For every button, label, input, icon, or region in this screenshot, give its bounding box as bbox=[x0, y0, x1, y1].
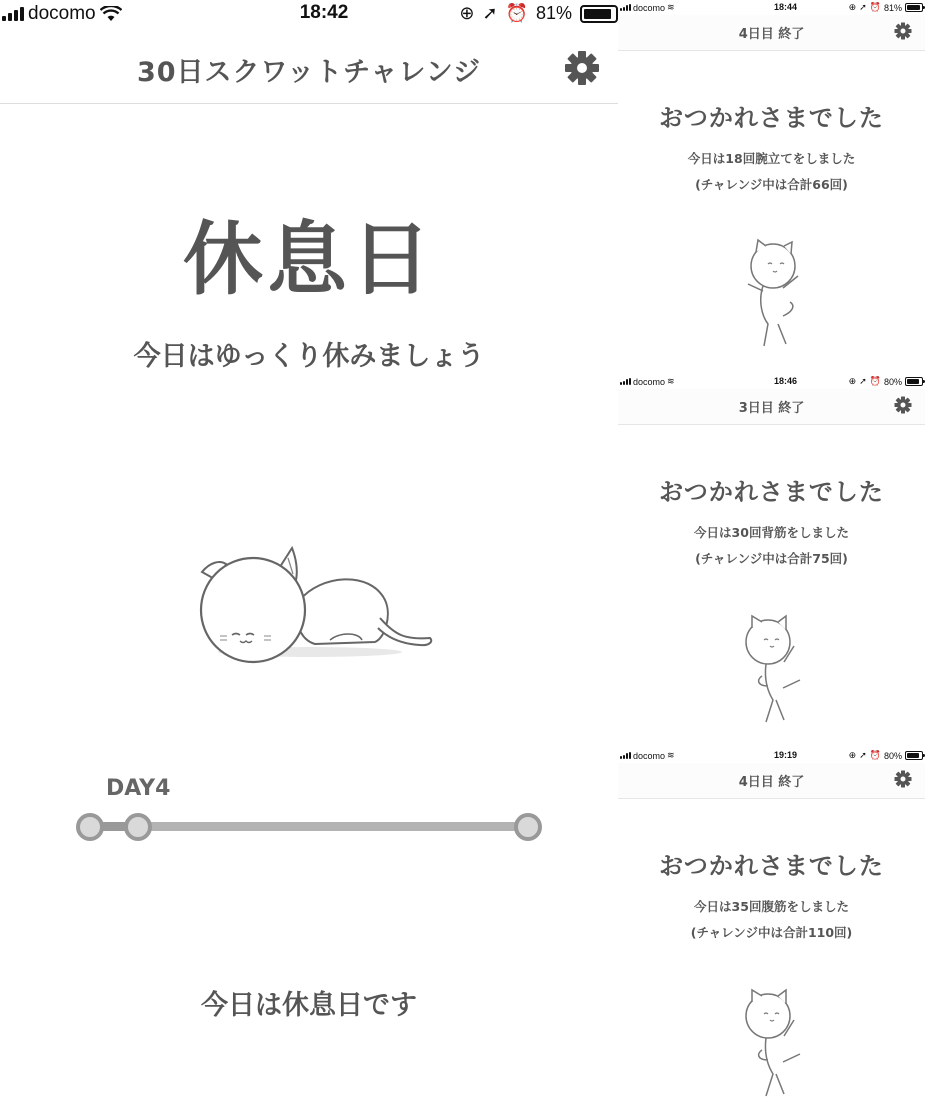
progress-track bbox=[90, 822, 528, 831]
wifi-icon: ≋ bbox=[667, 2, 675, 12]
total-count: (チャレンジ中は合計66回) bbox=[695, 177, 848, 192]
status-time: 18:44 bbox=[773, 2, 798, 12]
status-bar bbox=[618, 748, 925, 763]
rotation-lock-icon: ⊕ bbox=[848, 376, 857, 386]
location-icon: ➚ bbox=[859, 2, 867, 12]
rest-day-message: 今日は休息日です bbox=[201, 990, 417, 1021]
total-count: (チャレンジ中は合計75回) bbox=[695, 551, 848, 566]
total-count: (チャレンジ中は合計110回) bbox=[690, 925, 853, 940]
gear-icon[interactable] bbox=[893, 21, 913, 41]
progress-current-dot bbox=[124, 813, 152, 841]
challenge-progress bbox=[76, 810, 542, 844]
carrier-label: docomo bbox=[633, 376, 666, 387]
alarm-icon: ⏰ bbox=[869, 376, 881, 386]
status-bar bbox=[618, 0, 925, 15]
carrier-label: docomo bbox=[28, 3, 96, 24]
nav-title: 4日目 終了 bbox=[738, 775, 805, 790]
dancing-cat-illustration bbox=[728, 984, 818, 1104]
sleeping-cat-illustration bbox=[180, 540, 440, 670]
status-right bbox=[459, 3, 618, 24]
status-bar bbox=[618, 374, 925, 389]
progress-start-dot bbox=[76, 813, 104, 841]
dancing-cat-illustration bbox=[728, 610, 818, 730]
today-count: 今日は18回腕立てをしました bbox=[687, 151, 856, 166]
battery-percent: 80% bbox=[883, 750, 902, 761]
battery-percent: 81% bbox=[535, 3, 572, 23]
location-icon: ➚ bbox=[482, 3, 498, 23]
rotation-lock-icon: ⊕ bbox=[848, 750, 857, 760]
nav-title: 3日目 終了 bbox=[738, 401, 805, 416]
wifi-icon: ≋ bbox=[667, 750, 675, 760]
battery-percent: 81% bbox=[883, 2, 902, 13]
navigation-bar bbox=[618, 763, 925, 799]
gear-icon[interactable] bbox=[893, 769, 913, 789]
nav-title: 4日目 終了 bbox=[738, 27, 805, 42]
gear-icon[interactable] bbox=[893, 395, 913, 415]
today-count: 今日は30回背筋をしました bbox=[694, 525, 849, 540]
status-time: 19:19 bbox=[773, 750, 798, 760]
dancing-cat-illustration bbox=[728, 236, 818, 356]
day-label: DAY4 bbox=[106, 776, 171, 801]
location-icon: ➚ bbox=[859, 376, 867, 386]
rotation-lock-icon: ⊕ bbox=[459, 3, 475, 23]
today-count: 今日は35回腹筋をしました bbox=[694, 899, 849, 914]
completion-screen-2 bbox=[618, 374, 925, 748]
done-title: おつかれさまでした bbox=[659, 852, 884, 880]
battery-icon bbox=[580, 5, 618, 23]
status-time: 18:42 bbox=[299, 2, 349, 23]
completion-screen-3 bbox=[618, 748, 925, 1116]
alarm-icon: ⏰ bbox=[505, 3, 528, 23]
navigation-bar bbox=[618, 15, 925, 51]
battery-icon bbox=[905, 3, 923, 12]
status-bar bbox=[0, 0, 618, 30]
carrier-label: docomo bbox=[633, 2, 666, 13]
done-title: おつかれさまでした bbox=[659, 104, 884, 132]
battery-icon bbox=[905, 751, 923, 760]
done-title: おつかれさまでした bbox=[659, 478, 884, 506]
status-time: 18:46 bbox=[773, 376, 798, 386]
location-icon: ➚ bbox=[859, 750, 867, 760]
alarm-icon: ⏰ bbox=[869, 750, 881, 760]
alarm-icon: ⏰ bbox=[869, 2, 881, 12]
nav-title: 30日スクワットチャレンジ bbox=[136, 57, 482, 88]
battery-icon bbox=[905, 377, 923, 386]
rotation-lock-icon: ⊕ bbox=[848, 2, 857, 12]
carrier-label: docomo bbox=[633, 750, 666, 761]
rest-day-subtitle: 今日はゆっくり休みましょう bbox=[133, 341, 485, 372]
progress-end-dot bbox=[514, 813, 542, 841]
gear-icon[interactable] bbox=[562, 48, 602, 88]
navigation-bar bbox=[0, 30, 618, 104]
completion-screen-1 bbox=[618, 0, 925, 374]
battery-percent: 80% bbox=[883, 376, 902, 387]
navigation-bar bbox=[618, 389, 925, 425]
wifi-icon: ≋ bbox=[667, 376, 675, 386]
rest-day-title: 休息日 bbox=[183, 213, 435, 306]
